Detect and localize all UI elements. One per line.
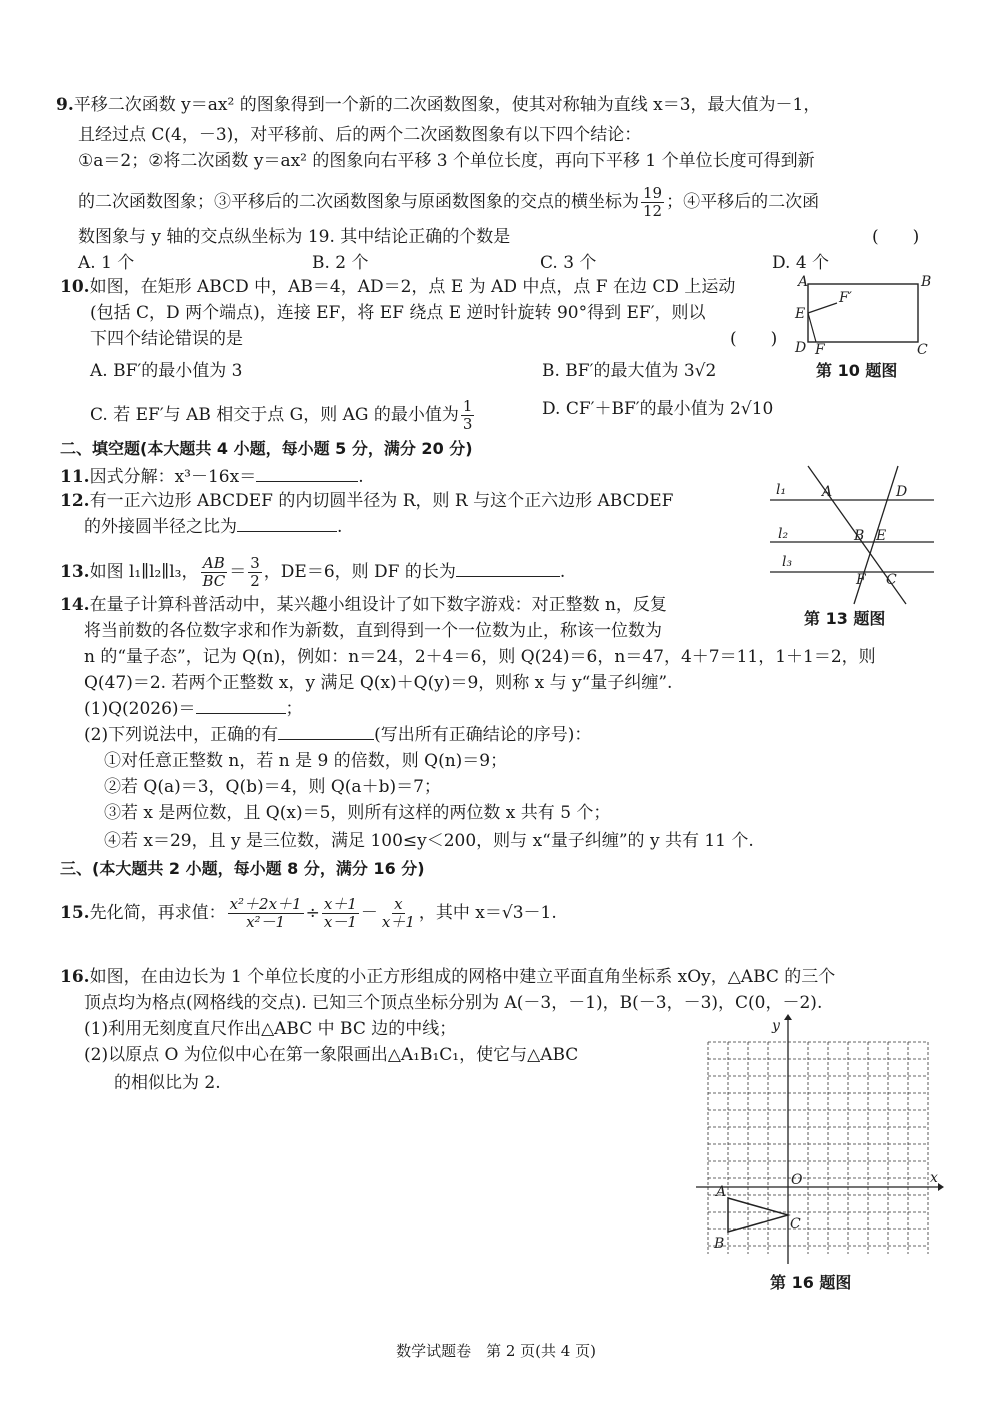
label-c: C: [790, 1216, 801, 1232]
q10-option-c: C. 若 EF′与 AB 相交于点 G，则 AG 的最小值为 $\frac{1}{3}$: [90, 397, 473, 433]
q9-answer-paren: ( ): [872, 227, 920, 247]
q10-number: 10.: [60, 277, 90, 297]
q14-line2: 将当前数的各位数字求和作为新数，直到得到一个一位数为止，称该一位数为: [84, 621, 662, 641]
q11-line: 11.因式分解：x³－16x＝ .: [60, 467, 364, 487]
q16-number: 16.: [60, 967, 90, 987]
page-footer: 数学试题卷 第 2 页(共 4 页): [396, 1342, 596, 1360]
q13-line: 13.如图 l₁∥l₂∥l₃， $\frac{AB}{BC}$ ＝ $\frac{3}{2}$ ，DE＝6，则 DF 的长为 .: [60, 554, 566, 590]
q14-line1: 14.在量子计算科普活动中，某兴趣小组设计了如下数字游戏：对正整数 n，反复: [60, 595, 667, 615]
q9-line2: 且经过点 C(4，－3)，对平移前、后的两个二次函数图象有以下四个结论：: [78, 125, 642, 145]
q16-line1: 16.如图，在由边长为 1 个单位长度的小正方形组成的网格中建立平面直角坐标系 xOy，△ABC 的三个: [60, 967, 836, 987]
triangle-abc: [728, 1198, 788, 1232]
label-f-prime: F′: [839, 290, 852, 306]
q9-line1: 9.平移二次函数 y＝ax² 的图象得到一个新的二次函数图象，使其对称轴为直线 x＝3，最大值为－1，: [56, 95, 821, 115]
q16-line2: 顶点均为格点(网格线的交点). 已知三个顶点坐标分别为 A(－3，－1)，B(－3，－3)，C(0，－2).: [84, 993, 823, 1013]
q10-line2: (包括 C，D 两个端点)，连接 EF，将 EF 绕点 E 逆时针旋转 90°得到 EF′，则以: [90, 303, 706, 323]
label-l2: l₂: [778, 526, 789, 542]
q14-part2: (2)下列说法中，正确的有 (写出所有正确结论的序号)：: [84, 725, 592, 745]
label-b: B: [854, 528, 865, 544]
q14-line3: n 的“量子态”，记为 Q(n)，例如：n＝24，2＋4＝6，则 Q(24)＝6，n＝47，4＋7＝11，1＋1＝2，则: [84, 647, 876, 667]
q14-statement-1: ①对任意正整数 n，若 n 是 9 的倍数，则 Q(n)＝9；: [104, 751, 508, 771]
q16-figure: [690, 1012, 944, 1268]
label-e: E: [795, 306, 806, 322]
q16-part1: (1)利用无刻度直尺作出△ABC 中 BC 边的中线；: [84, 1019, 457, 1039]
label-y: y: [772, 1018, 780, 1034]
q9-option-b: B. 2 个: [312, 253, 369, 273]
q9-number: 9.: [56, 95, 74, 115]
label-e: E: [876, 528, 887, 544]
label-d: D: [896, 484, 908, 500]
fraction-19-12: $\frac{19}{12}$: [643, 184, 663, 220]
q15-line: 15.先化简，再求值： $\frac{\text{x²＋2x＋1}}{\text{x²－1}}$ ÷ $\frac{x+1}{x-1}$ － $\frac{x}{x+1}$ ，其中 x＝√3－1.: [60, 895, 557, 931]
q14-part1: (1)Q(2026)＝ ；: [84, 699, 303, 719]
section-3-heading: 三、(本大题共 2 小题，每小题 8 分，满分 16 分): [60, 859, 425, 878]
q9-option-d: D. 4 个: [772, 253, 830, 273]
q9-line4: 的二次函数图象；③平移后的二次函数图象与原函数图象的交点的横坐标为 $\frac{19}{12}$ ；④平移后的二次函: [78, 184, 820, 220]
fraction-2: $\frac{x+1}{x-1}$: [323, 895, 357, 931]
q12-number: 12.: [60, 491, 90, 511]
label-x: x: [930, 1170, 938, 1186]
q16-part3: 的相似比为 2.: [114, 1073, 221, 1093]
q13-answer-blank[interactable]: [456, 562, 560, 577]
label-a: A: [798, 274, 809, 290]
q15-number: 15.: [60, 903, 90, 923]
q9-option-a: A. 1 个: [78, 253, 135, 273]
label-c: C: [886, 572, 897, 588]
fraction-ab-bc: $\frac{AB}{BC}$: [202, 554, 226, 590]
q10-line3: 下四个结论错误的是: [90, 329, 243, 349]
q12-line1: 12.有一正六边形 ABCDEF 的内切圆半径为 R，则 R 与这个正六边形 ABCDEF: [60, 491, 674, 511]
q11-answer-blank[interactable]: [256, 467, 358, 482]
q14-part1-blank[interactable]: [196, 699, 286, 714]
label-c: C: [917, 342, 928, 356]
q10-line1: 10.如图，在矩形 ABCD 中，AB＝4，AD＝2，点 E 为 AD 中点，点 F 在边 CD 上运动: [60, 277, 736, 297]
q14-line4: Q(47)＝2. 若两个正整数 x，y 满足 Q(x)＋Q(y)＝9，则称 x 与 y“量子纠缠”.: [84, 673, 673, 693]
x-axis-arrow-icon: [938, 1183, 944, 1191]
fraction-3-2: $\frac{3}{2}$: [250, 554, 260, 590]
q12-answer-blank[interactable]: [237, 517, 337, 532]
q9-option-c: C. 3 个: [540, 253, 597, 273]
q14-number: 14.: [60, 595, 90, 615]
q10-caption: 第 10 题图: [816, 361, 898, 380]
q9-line3: ①a＝2；②将二次函数 y＝ax² 的图象向右平移 3 个单位长度，再向下平移 1 个单位长度可得到新: [78, 151, 815, 171]
label-b: B: [921, 274, 932, 290]
label-l1: l₁: [776, 482, 787, 498]
q10-option-d: D. CF′＋BF′的最小值为 2√10: [542, 399, 774, 419]
q10-option-b: B. BF′的最大值为 3√2: [542, 361, 717, 381]
label-a: A: [716, 1184, 727, 1200]
fraction-3: $\frac{x}{x+1}$: [381, 895, 415, 931]
fraction-1: $\frac{\text{x²＋2x＋1}}{\text{x²－1}}$: [229, 895, 302, 931]
q11-number: 11.: [60, 467, 90, 487]
label-b: B: [714, 1236, 725, 1252]
q10-option-a: A. BF′的最小值为 3: [90, 361, 243, 381]
q9-line5: 数图象与 y 轴的交点纵坐标为 19. 其中结论正确的个数是: [78, 227, 511, 247]
q16-part2: (2)以原点 O 为位似中心在第一象限画出△A₁B₁C₁，使它与△ABC: [84, 1045, 579, 1065]
q13-caption: 第 13 题图: [804, 609, 886, 628]
label-d: D: [795, 340, 807, 356]
q12-line2: 的外接圆半径之比为 .: [84, 517, 343, 537]
label-l3: l₃: [782, 554, 793, 570]
fraction-1-3: $\frac{1}{3}$: [462, 397, 473, 433]
q13-number: 13.: [60, 562, 90, 582]
dashed-grid: [708, 1042, 928, 1254]
q14-statement-2: ②若 Q(a)＝3，Q(b)＝4，则 Q(a＋b)＝7；: [104, 777, 441, 797]
q10-figure: [792, 270, 942, 356]
section-2-heading: 二、填空题(本大题共 4 小题，每小题 5 分，满分 20 分): [60, 439, 473, 458]
q14-statement-3: ③若 x 是两位数，且 Q(x)＝5，则所有这样的两位数 x 共有 5 个；: [104, 803, 611, 823]
label-o: O: [791, 1172, 803, 1188]
y-axis-arrow-icon: [784, 1014, 792, 1020]
label-f: F: [815, 342, 825, 356]
segment-ef: [808, 313, 816, 342]
q14-statement-4: ④若 x＝29，且 y 是三位数，满足 100≤y＜200，则与 x“量子纠缠”的 y 共有 11 个.: [104, 831, 754, 851]
rectangle-abcd: [808, 284, 918, 342]
q13-figure: [770, 460, 938, 606]
segment-efp: [808, 303, 837, 313]
label-f: F: [856, 572, 866, 588]
q14-part2-blank[interactable]: [278, 725, 374, 740]
q16-caption: 第 16 题图: [770, 1273, 852, 1292]
label-a: A: [822, 484, 833, 500]
q10-answer-paren: ( ): [730, 329, 778, 349]
